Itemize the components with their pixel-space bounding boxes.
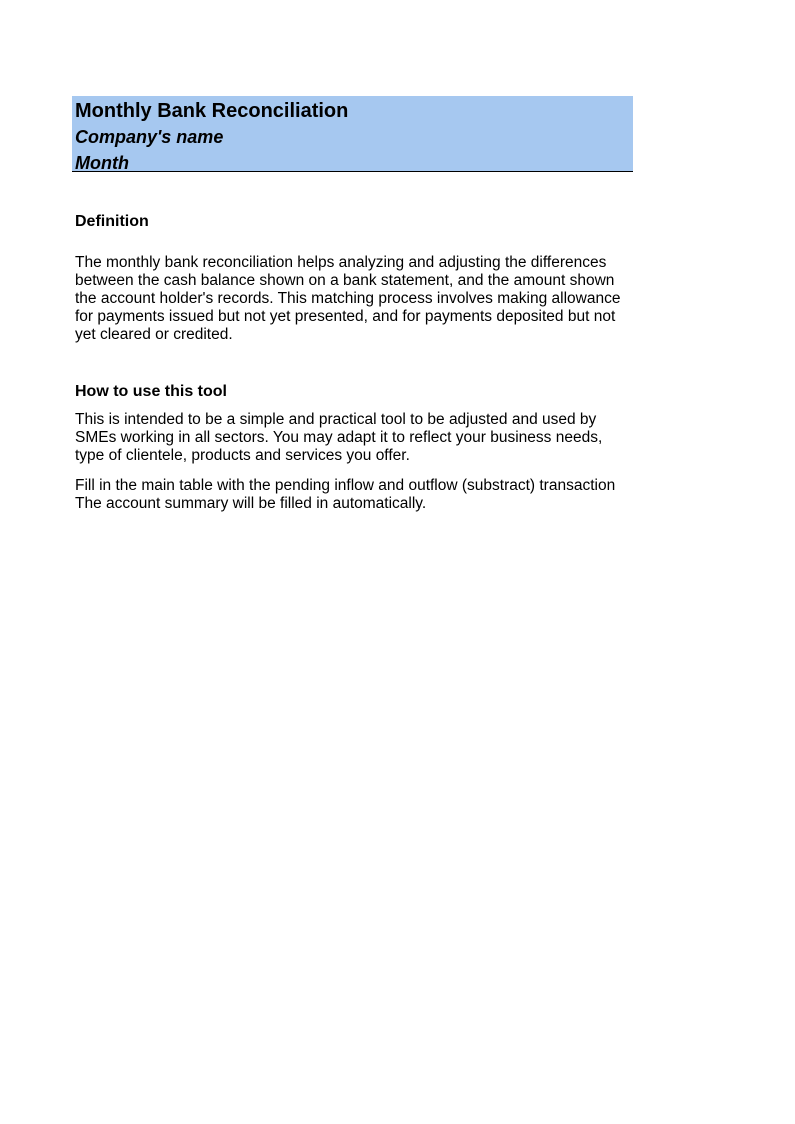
month-label: Month xyxy=(75,153,129,173)
worksheet-page xyxy=(72,96,633,513)
definition-line: for payments issued but not yet presented, and for payments deposited but not xyxy=(75,308,616,325)
definition-text xyxy=(75,254,633,344)
definition-line: yet cleared or credited. xyxy=(75,326,233,343)
instructions-content xyxy=(72,213,633,513)
title-header-block xyxy=(72,96,633,172)
how-to-line: Fill in the main table with the pending inflow and outflow (substract) transaction xyxy=(75,477,616,494)
how-to-line: SMEs working in all sectors. You may adapt it to reflect your business needs, xyxy=(75,429,603,446)
how-to-paragraph-1 xyxy=(75,411,633,465)
definition-line: between the cash balance shown on a bank statement, and the amount shown xyxy=(75,272,615,289)
definition-line: the account holder's records. This matching process involves making allowance xyxy=(75,290,621,307)
company-name-label: Company's name xyxy=(75,127,224,147)
how-to-line: This is intended to be a simple and practical tool to be adjusted and used by xyxy=(75,411,597,428)
how-to-line: type of clientele, products and services you offer. xyxy=(75,447,410,464)
how-to-line: The account summary will be filled in automatically. xyxy=(75,495,427,512)
definition-line: The monthly bank reconciliation helps analyzing and adjusting the differences xyxy=(75,254,607,271)
how-to-heading: How to use this tool xyxy=(75,383,227,400)
page-title: Monthly Bank Reconciliation xyxy=(75,100,349,122)
how-to-paragraph-2 xyxy=(75,477,633,513)
definition-heading: Definition xyxy=(75,213,149,230)
